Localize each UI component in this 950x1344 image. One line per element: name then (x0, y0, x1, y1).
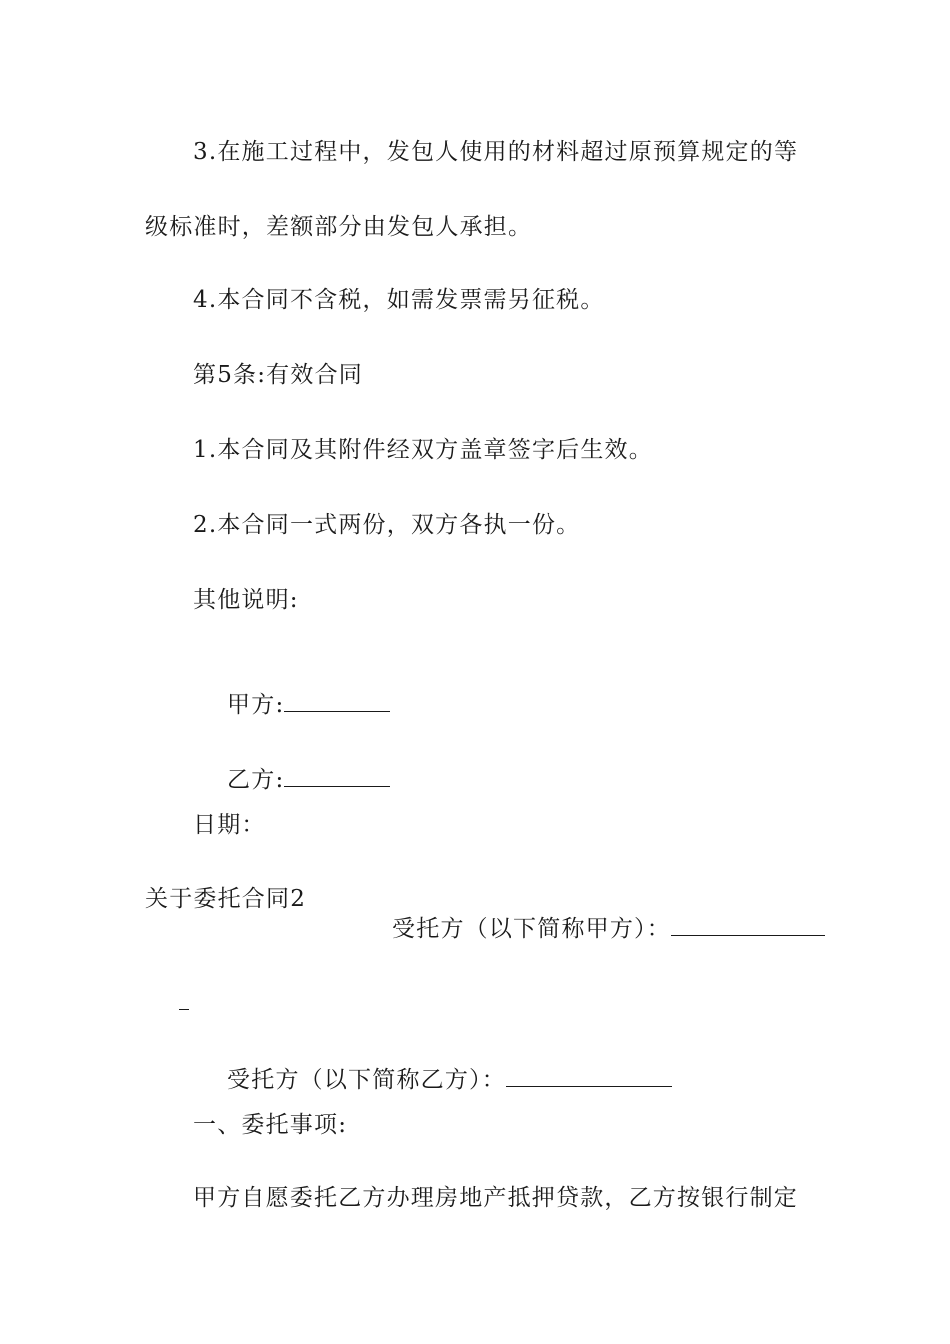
trustee-a-blank (671, 915, 825, 936)
article-5-clause-2: 2.本合同一式两份，双方各执一份。 (193, 512, 581, 538)
party-b-label: 乙方: (227, 767, 285, 793)
trustee-a-blank-tail (179, 989, 189, 1010)
date-label: 日期： (193, 812, 266, 838)
clause-3-line-1: 3.在施工过程中，发包人使用的材料超过原预算规定的等 (193, 139, 799, 165)
party-a-label: 甲方: (227, 692, 285, 718)
trustee-b-label: 受托方（以下简称乙方）： (227, 1067, 506, 1093)
section-1-heading: 一、委托事项: (193, 1112, 348, 1138)
trustee-a-blank-continuation (145, 958, 189, 1048)
party-b-blank (284, 766, 390, 787)
trustee-a-label: 受托方（以下简称甲方）： (392, 916, 671, 942)
trustee-b-blank (506, 1066, 672, 1087)
article-5-heading: 第5条:有效合同 (193, 362, 363, 388)
party-a-blank (284, 691, 390, 712)
clause-4: 4.本合同不含税，如需发票需另征税。 (193, 287, 605, 313)
trustee-a-line (358, 884, 825, 974)
clause-3-line-2: 级标准时，差额部分由发包人承担。 (145, 214, 533, 240)
contract-2-title: 关于委托合同2 (145, 886, 307, 912)
other-notes-label: 其他说明: (193, 587, 299, 613)
section-1-body: 甲方自愿委托乙方办理房地产抵押贷款，乙方按银行制定 (193, 1185, 798, 1211)
article-5-clause-1: 1.本合同及其附件经双方盖章签字后生效。 (193, 437, 653, 463)
